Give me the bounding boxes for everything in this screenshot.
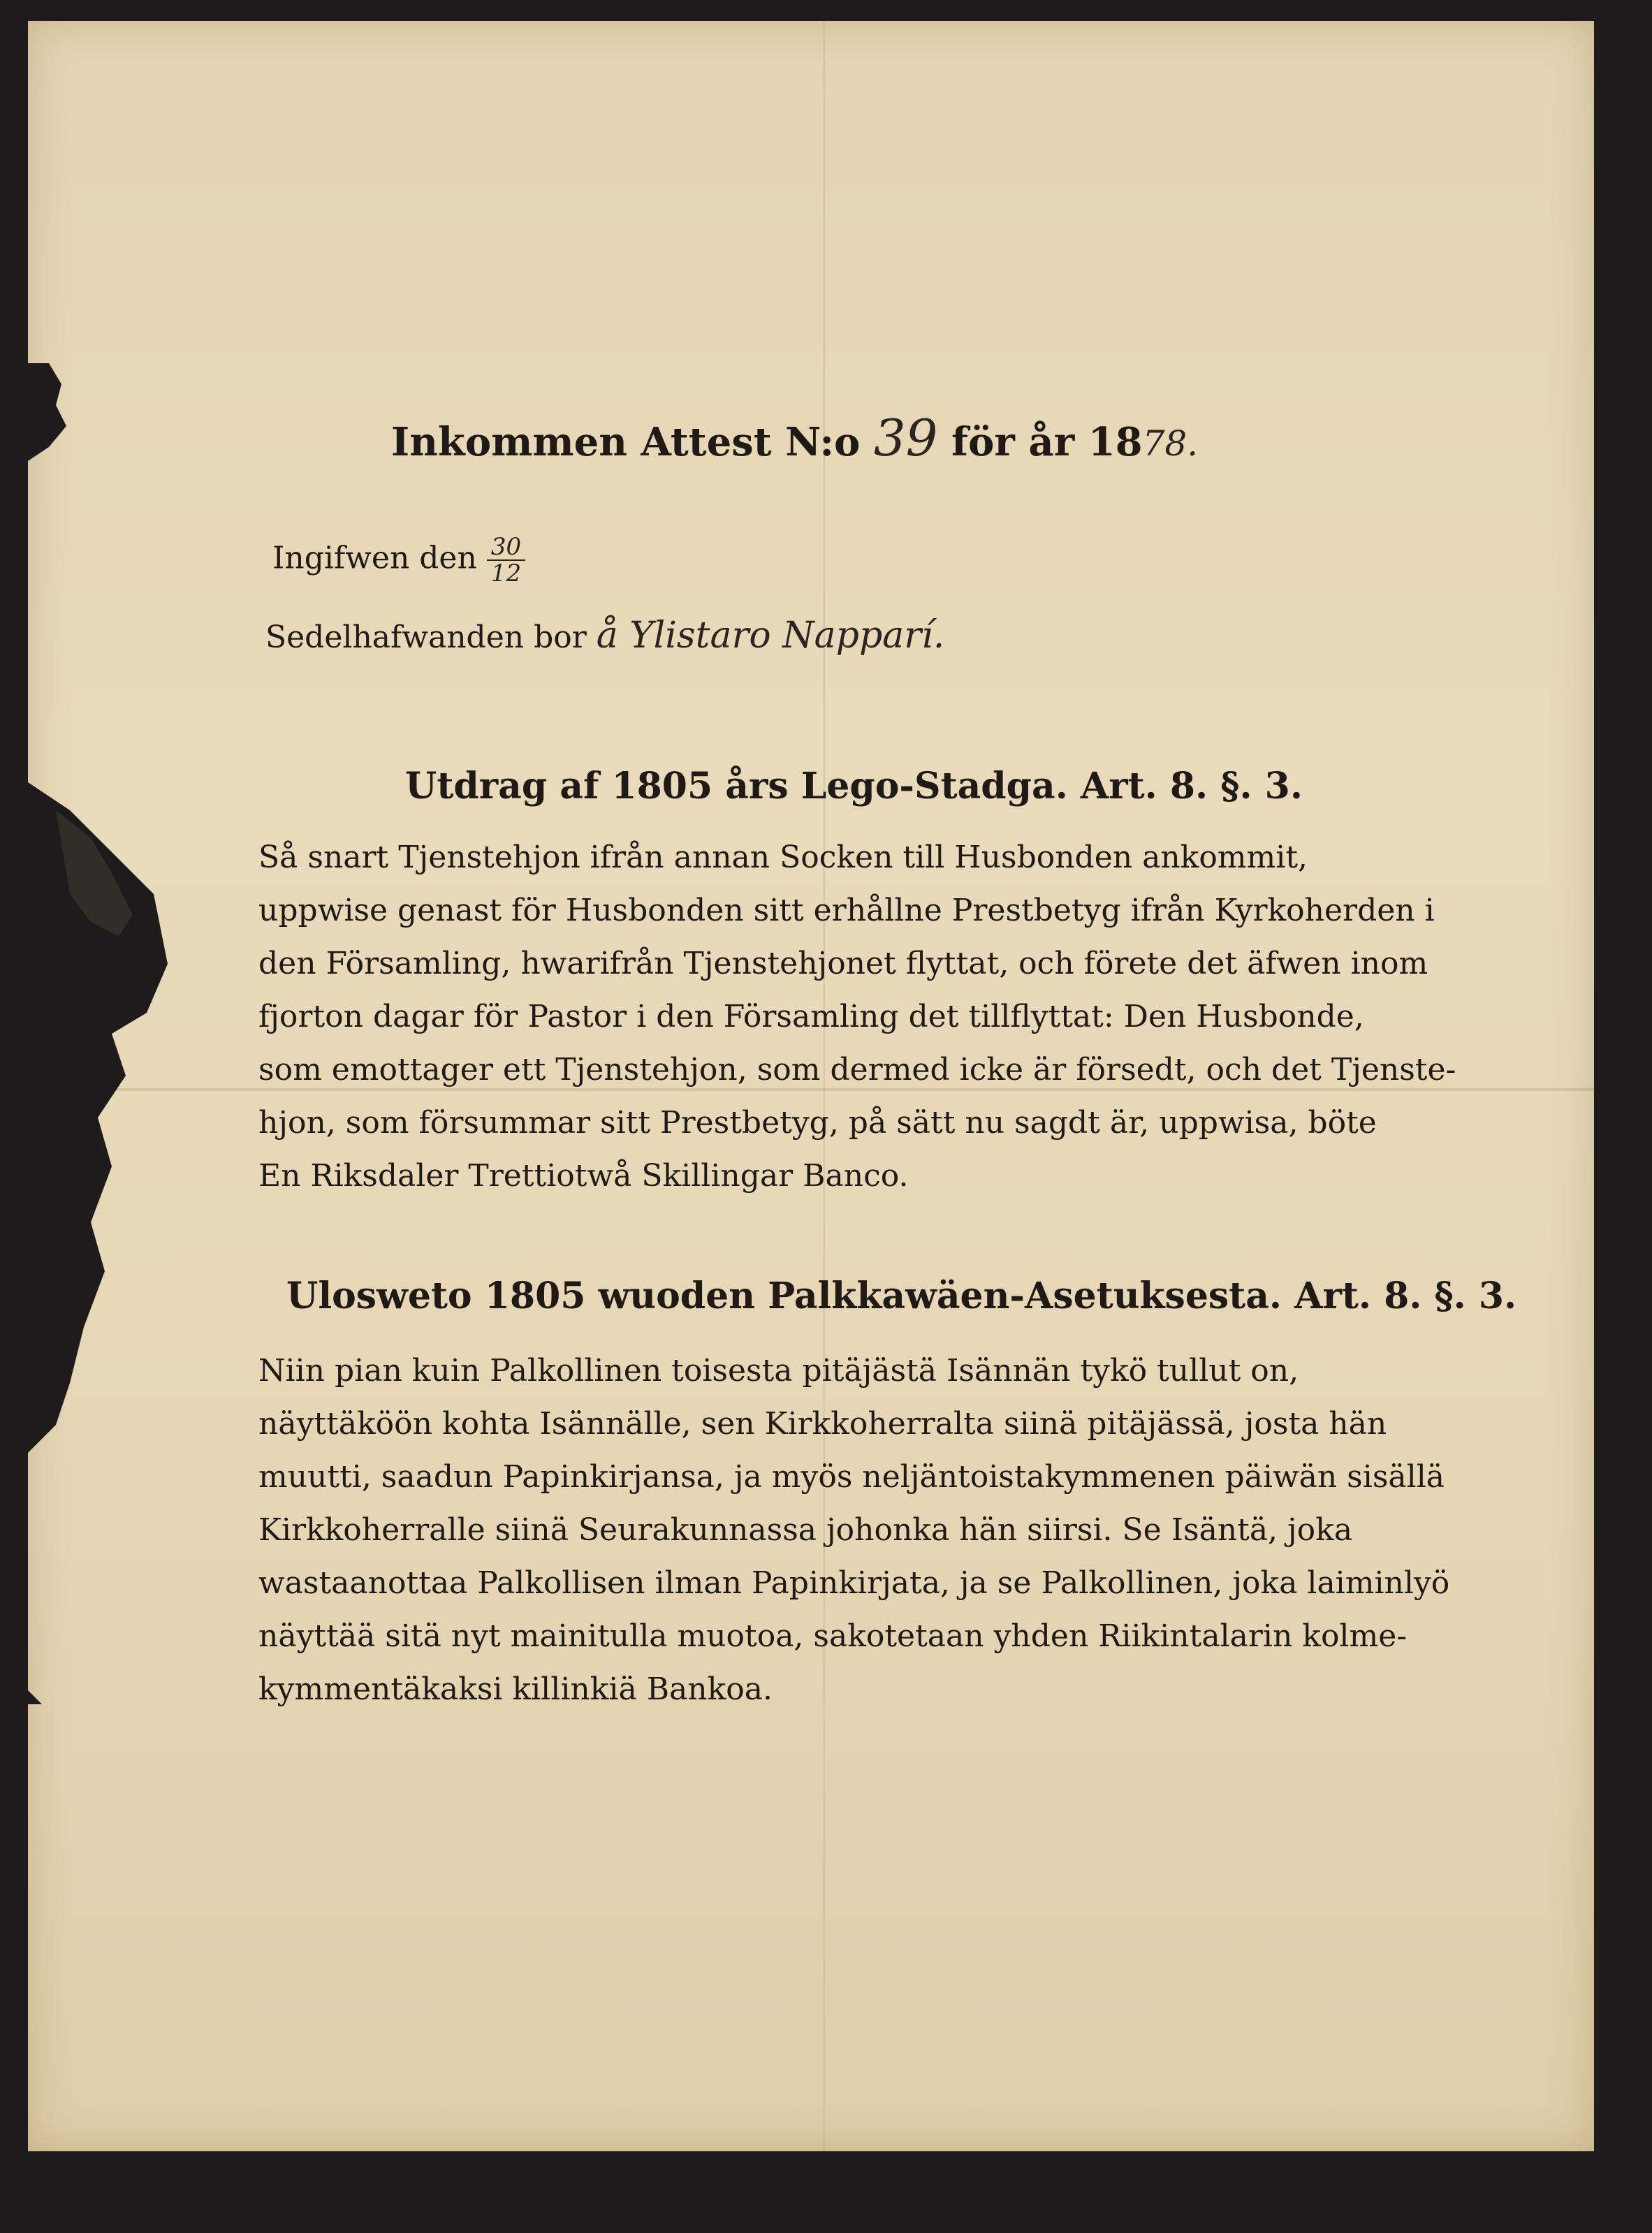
ingifwen-row bbox=[272, 534, 525, 586]
ingifwen-label: Ingifwen den bbox=[272, 540, 477, 576]
swedish-line: En Riksdaler Trettiotwå Skillingar Banco. bbox=[258, 1158, 909, 1194]
date-day-handwritten: 30 bbox=[487, 534, 525, 561]
residence-handwritten: å Ylistaro Napparí. bbox=[596, 615, 945, 657]
finnish-line: kymmentäkaksi killinkiä Bankoa. bbox=[258, 1671, 773, 1707]
date-fraction bbox=[487, 534, 525, 586]
finnish-heading: Ulosweto 1805 wuoden Palkkawäen-Asetuksesta. Art. 8. §. 3. bbox=[286, 1275, 1517, 1317]
attest-title bbox=[391, 409, 1198, 467]
finnish-line: näyttää sitä nyt mainitulla muotoa, sakotetaan yhden Riikintalarin kolme- bbox=[258, 1618, 1408, 1654]
finnish-line: muutti, saadun Papinkirjansa, ja myös neljäntoistakymmenen päiwän sisällä bbox=[258, 1459, 1445, 1495]
swedish-paragraph bbox=[258, 831, 1456, 1203]
swedish-line: fjorton dagar för Pastor i den Församling det tillflyttat: Den Husbonde, bbox=[258, 999, 1364, 1034]
finnish-line: Niin pian kuin Palkollinen toisesta pitäjästä Isännän tykö tullut on, bbox=[258, 1353, 1299, 1389]
attest-number-handwritten: 39 bbox=[873, 409, 938, 467]
swedish-line: Så snart Tjenstehjon ifrån annan Socken till Husbonden ankommit, bbox=[258, 840, 1308, 875]
swedish-line: den Församling, hwarifrån Tjenstehjonet flyttat, och förete det äfwen inom bbox=[258, 946, 1428, 981]
swedish-line: hjon, som försummar sitt Prestbetyg, på sätt nu sagdt är, uppwisa, böte bbox=[258, 1105, 1377, 1141]
title-print: Inkommen Attest N:o bbox=[391, 419, 861, 465]
sedel-row bbox=[265, 615, 944, 657]
sedel-label: Sedelhafwanden bor bbox=[265, 620, 587, 655]
year-handwritten: 78. bbox=[1142, 423, 1199, 464]
for-year-label: för år 18 bbox=[951, 419, 1143, 465]
swedish-heading: Utdrag af 1805 års Lego-Stadga. Art. 8. §. 3. bbox=[405, 765, 1303, 807]
swedish-line: uppwise genast för Husbonden sitt erhållne Prestbetyg ifrån Kyrkoherden i bbox=[258, 893, 1435, 928]
document-page bbox=[28, 21, 1594, 2151]
finnish-line: Kirkkoherralle siinä Seurakunnassa johonka hän siirsi. Se Isäntä, joka bbox=[258, 1512, 1353, 1548]
finnish-line: wastaanottaa Palkollisen ilman Papinkirjata, ja se Palkollinen, joka laiminlyö bbox=[258, 1565, 1450, 1601]
swedish-line: som emottager ett Tjenstehjon, som dermed icke är försedt, och det Tjenste- bbox=[258, 1052, 1456, 1088]
finnish-line: näyttäköön kohta Isännälle, sen Kirkkoherralta siinä pitäjässä, josta hän bbox=[258, 1406, 1387, 1442]
finnish-paragraph bbox=[258, 1345, 1450, 1716]
date-month-handwritten: 12 bbox=[490, 559, 522, 587]
torn-edge-damage bbox=[28, 363, 168, 1704]
